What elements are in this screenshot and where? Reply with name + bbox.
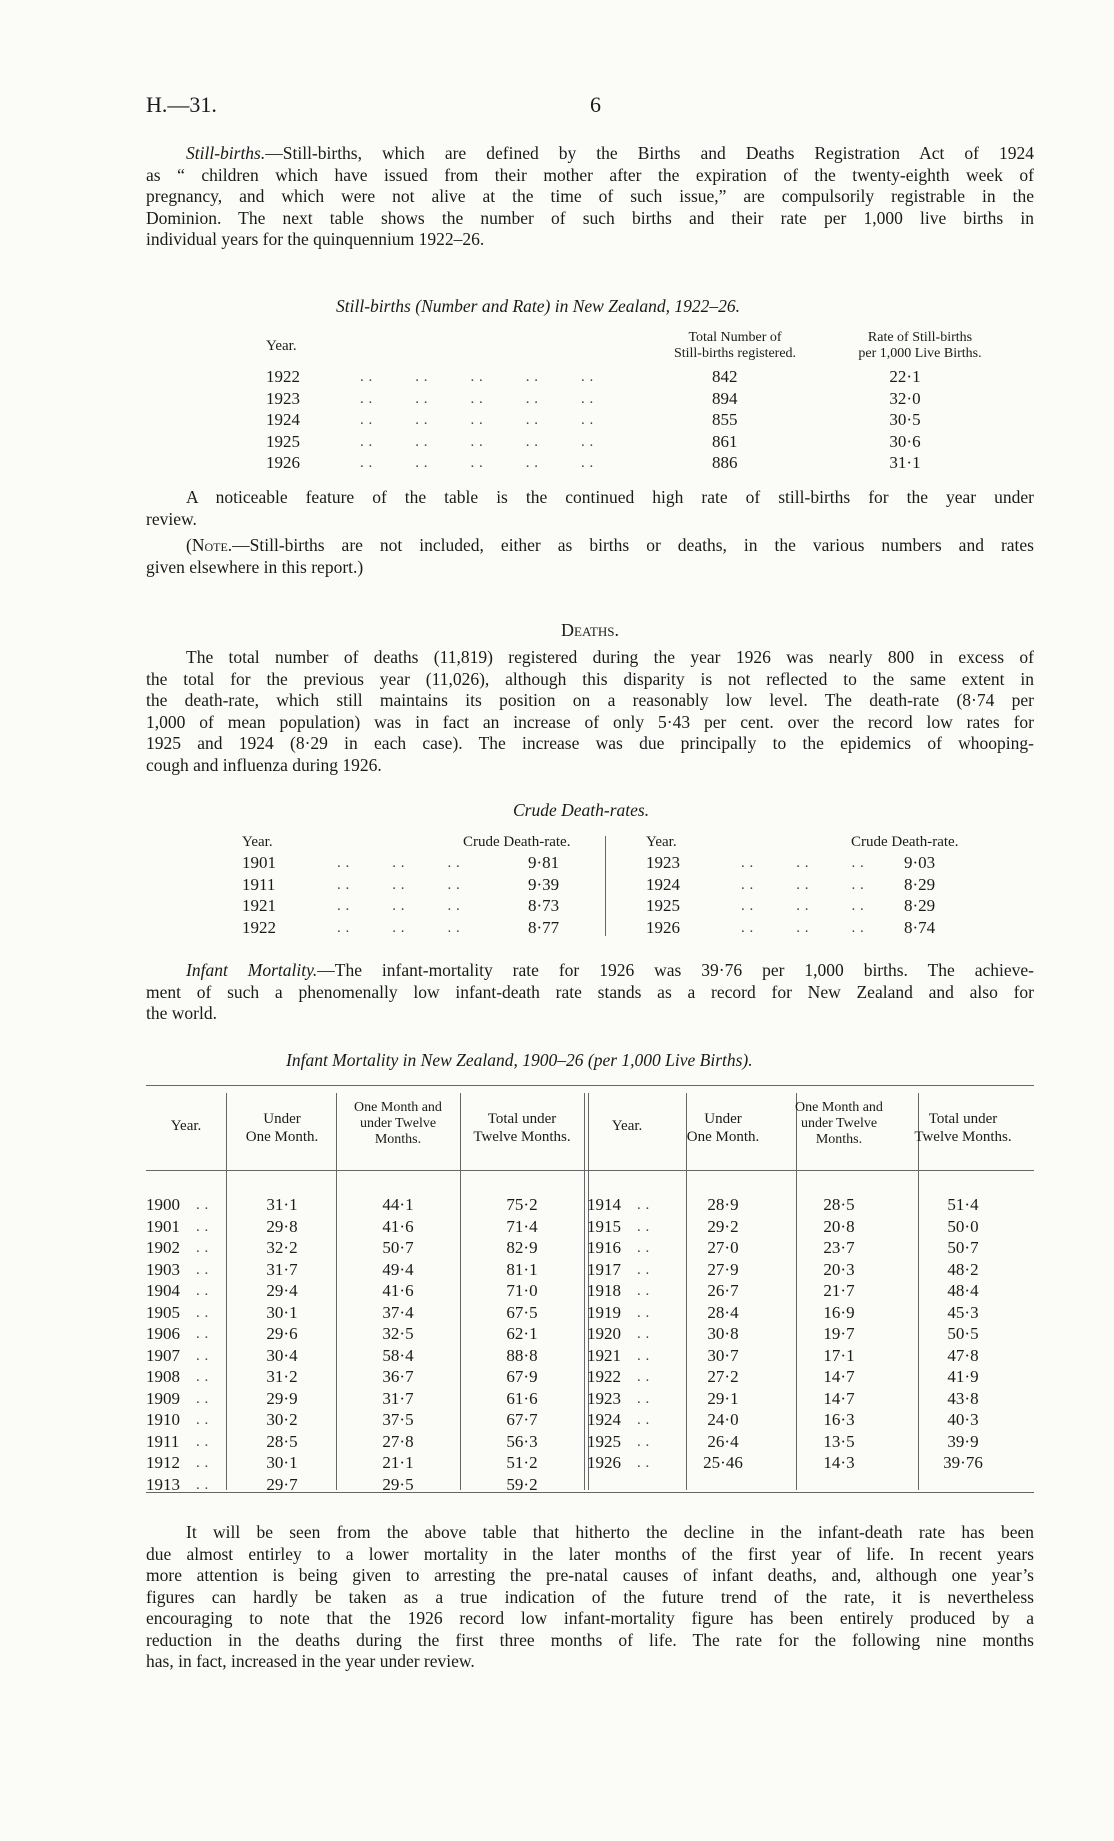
stillbirths-total-cell: 886 — [712, 453, 738, 472]
crude-rate-cell: 8·74 — [904, 917, 936, 937]
infant-total-cell: 67·7 — [506, 1410, 538, 1429]
infant-year-cell: 1926 — [587, 1453, 621, 1472]
text-line: has, in fact, increased in the year under review. — [146, 1651, 475, 1671]
leader-dots: . . — [637, 1218, 650, 1235]
infant-one-to-twelve-cell: 16·3 — [823, 1410, 855, 1429]
infant-one-to-twelve-cell: 17·1 — [823, 1345, 855, 1365]
infant-year-cell: 1900 — [146, 1195, 180, 1214]
infant-under-month-cell: 25·46 — [703, 1453, 743, 1472]
leader-dots: . . — [196, 1261, 209, 1278]
infant-one-to-twelve-cell: 37·4 — [382, 1302, 414, 1322]
infant-one-to-twelve-cell: 58·4 — [382, 1345, 414, 1365]
crude-year-cell: 1926 — [646, 917, 680, 937]
infant-one-to-twelve-cell: 50·7 — [382, 1238, 414, 1257]
infant-one-to-twelve-cell: 44·1 — [382, 1195, 414, 1214]
stillbirths-year-cell: 1926 — [266, 453, 300, 472]
infant-under-month-cell: 24·0 — [707, 1410, 739, 1429]
header-line: Under — [263, 1111, 301, 1127]
infant-total-cell: 81·1 — [506, 1259, 538, 1279]
infant-year-cell: 1902 — [146, 1238, 180, 1257]
infant-paragraph — [146, 960, 1034, 1025]
crude-rate-cell: 9·81 — [528, 853, 560, 872]
infant-one-to-twelve-cell: 19·7 — [823, 1324, 855, 1343]
note-label: Note. — [191, 535, 233, 555]
header-line: under Twelve — [359, 1116, 437, 1131]
text-line: cough and influenza during 1926. — [146, 754, 382, 775]
infant-one-to-twelve-cell: 13·5 — [823, 1431, 855, 1451]
infant-under-month-cell: 26·7 — [707, 1281, 739, 1300]
infant-total-cell: 48·2 — [947, 1259, 979, 1279]
infant-under-month-cell: 29·8 — [266, 1216, 298, 1236]
leader-dots: . . . . . . . . . . — [360, 369, 594, 385]
infant-under-month-cell: 29·6 — [266, 1324, 298, 1343]
crude-col-year-left: Year. — [242, 834, 273, 850]
leader-dots: . . . . . . — [337, 876, 461, 893]
leader-dots: . . — [637, 1347, 650, 1364]
stillbirths-total-cell: 842 — [712, 367, 738, 386]
infant-one-to-twelve-cell: 36·7 — [382, 1367, 414, 1386]
leader-dots: . . — [196, 1283, 209, 1299]
infant-total-cell: 88·8 — [506, 1345, 538, 1365]
infant-year-cell: 1921 — [587, 1345, 621, 1365]
infant-year-cell: 1904 — [146, 1281, 180, 1300]
header-line: Total Number of — [688, 330, 782, 345]
leader-dots: . . — [196, 1304, 209, 1321]
header-line: under Twelve — [800, 1116, 878, 1131]
page-number: 6 — [590, 92, 601, 117]
infant-under-month-cell: 27·0 — [707, 1238, 739, 1257]
stillbirths-year-cell: 1922 — [266, 367, 300, 386]
leader-dots: . . . . . . — [741, 919, 865, 936]
infant-one-to-twelve-cell: 41·6 — [382, 1281, 414, 1300]
leader-dots: . . . . . . . . . . — [360, 455, 594, 471]
leader-dots: . . . . . . — [337, 855, 461, 871]
infant-one-to-twelve-cell: 29·5 — [382, 1474, 414, 1494]
stillbirths-total-cell: 855 — [712, 410, 738, 429]
infant-total-cell: 50·0 — [947, 1216, 979, 1236]
infant-one-to-twelve-cell: 21·7 — [823, 1281, 855, 1300]
infant-col-total-left — [460, 1110, 584, 1146]
stillbirths-col-total — [650, 330, 820, 362]
header-line: Total under — [487, 1111, 557, 1127]
deaths-heading: Deaths. — [561, 620, 619, 640]
infant-col-one-to-twelve-right — [777, 1100, 901, 1148]
header-line: One Month. — [686, 1129, 760, 1145]
infant-one-to-twelve-cell: 16·9 — [823, 1302, 855, 1322]
text-line: —Still-births, which are defined by the Births and Deaths Registration Act of 1924 — [265, 143, 1034, 163]
text-line: It will be seen from the above table that hitherto the decline in the infant-death rate has been — [186, 1522, 1034, 1542]
infant-total-cell: 56·3 — [506, 1431, 538, 1451]
text-line: A noticeable feature of the table is the continued high rate of still-births for the year under — [186, 487, 1034, 507]
infant-year-cell: 1916 — [587, 1238, 621, 1257]
infant-total-cell: 71·4 — [506, 1216, 538, 1236]
stillbirths-paragraph — [146, 143, 1034, 251]
leader-dots: . . — [637, 1455, 650, 1471]
infant-table-caption: Infant Mortality in New Zealand, 1900–26 (per 1,000 Live Births). — [286, 1050, 753, 1070]
header-line: Twelve Months. — [473, 1129, 571, 1145]
table-column-rule — [584, 1093, 585, 1490]
leader-dots: . . — [637, 1369, 650, 1385]
infant-under-month-cell: 30·7 — [707, 1345, 739, 1365]
infant-year-cell: 1915 — [587, 1216, 621, 1236]
text-line: more attention is being given to arresting the pre-natal causes of infant deaths, and, although one year’s — [146, 1565, 1034, 1585]
infant-under-month-cell: 26·4 — [707, 1431, 739, 1451]
text-line: encouraging to note that the 1926 record low infant-mortality figure has been entirely produced by a — [146, 1608, 1034, 1628]
text-line: review. — [146, 508, 197, 529]
infant-year-cell: 1906 — [146, 1324, 180, 1343]
stillbirths-table-caption: Still-births (Number and Rate) in New Zealand, 1922–26. — [336, 296, 740, 316]
leader-dots: . . — [637, 1390, 650, 1407]
header-line: Twelve Months. — [914, 1129, 1012, 1145]
infant-col-under-month-right — [669, 1110, 777, 1146]
infant-under-month-cell: 27·2 — [707, 1367, 739, 1386]
crude-rate-cell: 8·73 — [528, 896, 560, 915]
infant-under-month-cell: 31·7 — [266, 1259, 298, 1279]
infant-under-month-cell: 29·7 — [266, 1474, 298, 1494]
leader-dots: . . — [637, 1261, 650, 1278]
leader-dots: . . — [637, 1283, 650, 1299]
infant-total-cell: 48·4 — [947, 1281, 979, 1300]
infant-one-to-twelve-cell: 49·4 — [382, 1259, 414, 1279]
feature-paragraph — [146, 487, 1034, 530]
infant-one-to-twelve-cell: 41·6 — [382, 1216, 414, 1236]
stillbirths-rate-cell: 30·6 — [889, 431, 921, 451]
header-line: Total under — [928, 1111, 998, 1127]
infant-year-cell: 1918 — [587, 1281, 621, 1300]
infant-total-cell: 61·6 — [506, 1388, 538, 1408]
infant-year-cell: 1925 — [587, 1431, 621, 1451]
infant-year-cell: 1922 — [587, 1367, 621, 1386]
infant-year-cell: 1919 — [587, 1302, 621, 1322]
stillbirths-rate-cell: 31·1 — [889, 453, 921, 472]
stillbirths-year-cell: 1924 — [266, 410, 300, 429]
infant-under-month-cell: 28·5 — [266, 1431, 298, 1451]
infant-total-cell: 62·1 — [506, 1324, 538, 1343]
leader-dots: . . — [637, 1326, 650, 1342]
leader-dots: . . — [196, 1412, 209, 1428]
infant-one-to-twelve-cell: 14·7 — [823, 1388, 855, 1408]
infant-under-month-cell: 28·4 — [707, 1302, 739, 1322]
header-line: per 1,000 Live Births. — [858, 346, 982, 361]
infant-total-cell: 47·8 — [947, 1345, 979, 1365]
crude-rate-cell: 9·03 — [904, 853, 936, 872]
leader-dots: . . — [196, 1476, 209, 1493]
leader-dots: . . . . . . . . . . — [360, 412, 594, 428]
document-reference: H.—31. — [146, 92, 217, 117]
crude-year-cell: 1925 — [646, 896, 680, 915]
infant-year-cell: 1905 — [146, 1302, 180, 1322]
table-column-rule — [226, 1093, 227, 1490]
infant-total-cell: 75·2 — [506, 1195, 538, 1214]
leader-dots: . . — [637, 1412, 650, 1428]
infant-under-month-cell: 29·1 — [707, 1388, 739, 1408]
stillbirths-total-cell: 894 — [712, 388, 738, 408]
infant-col-year-right: Year. — [611, 1118, 643, 1134]
text-line: due almost entirley to a lower mortality in the later months of the first year of life. In recent years — [146, 1543, 1034, 1564]
leader-dots: . . — [637, 1433, 650, 1450]
infant-one-to-twelve-cell: 14·3 — [823, 1453, 855, 1472]
crude-year-cell: 1901 — [242, 853, 276, 872]
leader-dots: . . — [196, 1390, 209, 1407]
infant-under-month-cell: 30·4 — [266, 1345, 298, 1365]
infant-col-year-left: Year. — [170, 1118, 202, 1134]
closing-paragraph — [146, 1522, 1034, 1673]
infant-total-cell: 59·2 — [506, 1474, 538, 1494]
leader-dots: . . — [196, 1218, 209, 1235]
crude-rate-cell: 8·29 — [904, 896, 936, 915]
crude-col-rate-right: Crude Death-rate. — [851, 834, 959, 850]
infant-under-month-cell: 31·2 — [266, 1367, 298, 1386]
text-line: Dominion. The next table shows the number of such births and their rate per 1,000 live births in — [146, 207, 1034, 228]
infant-under-month-cell: 30·2 — [266, 1410, 298, 1429]
infant-under-month-cell: 28·9 — [707, 1195, 739, 1214]
crude-col-year-right: Year. — [646, 834, 677, 850]
text-line: individual years for the quinquennium 1922–26. — [146, 229, 485, 249]
infant-col-one-to-twelve-left — [336, 1100, 460, 1148]
text-line: the total for the previous year (11,026), although this disparity is not reflected to the same extent in — [146, 668, 1034, 689]
infant-under-month-cell: 29·4 — [266, 1281, 298, 1300]
crude-year-cell: 1921 — [242, 896, 276, 915]
infant-one-to-twelve-cell: 32·5 — [382, 1324, 414, 1343]
header-line: One Month and — [795, 1100, 883, 1115]
infant-year-cell: 1908 — [146, 1367, 180, 1386]
stillbirths-rate-cell: 30·5 — [889, 410, 921, 429]
text-line: —Still-births are not included, either as births or deaths, in the various numbers and rates — [232, 535, 1034, 555]
header-line: One Month. — [245, 1129, 319, 1145]
infant-total-cell: 43·8 — [947, 1388, 979, 1408]
table-header-rule — [146, 1170, 1034, 1171]
infant-year-cell: 1909 — [146, 1388, 180, 1408]
leader-dots: . . — [196, 1347, 209, 1364]
infant-total-cell: 82·9 — [506, 1238, 538, 1257]
header-line: Months. — [815, 1132, 863, 1147]
text-line: The total number of deaths (11,819) registered during the year 1926 was nearly 800 in excess of — [186, 647, 1034, 667]
stillbirths-col-rate — [830, 330, 1010, 362]
infant-year-cell: 1923 — [587, 1388, 621, 1408]
infant-total-cell: 50·7 — [947, 1238, 979, 1257]
leader-dots: . . . . . . — [741, 876, 865, 893]
leader-dots: . . — [196, 1326, 209, 1342]
infant-total-cell: 51·2 — [506, 1453, 538, 1472]
leader-dots: . . . . . . — [337, 898, 461, 914]
infant-year-cell: 1911 — [146, 1431, 180, 1451]
infant-total-cell: 41·9 — [947, 1367, 979, 1386]
leader-dots: . . . . . . . . . . — [360, 433, 594, 450]
leader-dots: . . — [637, 1304, 650, 1321]
infant-year-cell: 1903 — [146, 1259, 180, 1279]
infant-under-month-cell: 29·9 — [266, 1388, 298, 1408]
infant-col-under-month-left — [228, 1110, 336, 1146]
header-line: Under — [704, 1111, 742, 1127]
crude-year-cell: 1923 — [646, 853, 680, 872]
crude-year-cell: 1922 — [242, 917, 276, 937]
infant-one-to-twelve-cell: 28·5 — [823, 1195, 855, 1214]
infant-year-cell: 1907 — [146, 1345, 180, 1365]
infant-year-cell: 1913 — [146, 1474, 180, 1494]
infant-one-to-twelve-cell: 31·7 — [382, 1388, 414, 1408]
infant-year-cell: 1912 — [146, 1453, 180, 1472]
infant-total-cell: 45·3 — [947, 1302, 979, 1322]
infant-year-cell: 1914 — [587, 1195, 621, 1214]
leader-dots: . . — [637, 1197, 650, 1213]
infant-total-cell: 39·9 — [947, 1431, 979, 1451]
infant-one-to-twelve-cell: 14·7 — [823, 1367, 855, 1386]
text-line: the world. — [146, 1003, 217, 1023]
stillbirths-col-year: Year. — [266, 338, 297, 354]
leader-dots: . . — [196, 1197, 209, 1213]
leader-dots: . . . . . . — [741, 855, 865, 871]
infant-year-cell: 1924 — [587, 1410, 621, 1429]
infant-one-to-twelve-cell: 21·1 — [382, 1453, 414, 1472]
infant-under-month-cell: 30·1 — [266, 1453, 298, 1472]
crude-rate-cell: 9·39 — [528, 874, 560, 894]
infant-total-cell: 67·9 — [506, 1367, 538, 1386]
stillbirths-year-cell: 1923 — [266, 388, 300, 408]
infant-year-cell: 1920 — [587, 1324, 621, 1343]
table-top-rule — [146, 1085, 1034, 1086]
leader-dots: . . — [196, 1369, 209, 1385]
infant-under-month-cell: 27·9 — [707, 1259, 739, 1279]
infant-total-cell: 51·4 — [947, 1195, 979, 1214]
text-line: 1925 and 1924 (8·29 in each case). The increase was due principally to the epidemics of whooping- — [146, 733, 1034, 753]
note-paragraph: (Note.—Still-births are not included, either as births or deaths, in the various numbers and rates given elsewhere in this report.) — [146, 535, 1034, 577]
crude-divider — [605, 836, 606, 936]
infant-year-cell: 1901 — [146, 1216, 180, 1236]
stillbirths-lead: Still-births. — [186, 143, 266, 163]
stillbirths-year-cell: 1925 — [266, 431, 300, 451]
leader-dots: . . . . . . — [337, 919, 461, 936]
infant-one-to-twelve-cell: 20·8 — [823, 1216, 855, 1236]
text-line: —The infant-mortality rate for 1926 was 39·76 per 1,000 births. The achieve- — [317, 960, 1034, 980]
infant-total-cell: 39·76 — [943, 1453, 983, 1472]
infant-one-to-twelve-cell: 23·7 — [823, 1238, 855, 1257]
text-line: as “ children which have issued from their mother after the expiration of the twenty-eighth week of — [146, 164, 1034, 185]
stillbirths-rate-cell: 32·0 — [889, 388, 921, 408]
text-line: the death-rate, which still maintains its position on a reasonably low level. The death-rate (8·74 per — [146, 690, 1034, 710]
infant-total-cell: 71·0 — [506, 1281, 538, 1300]
infant-under-month-cell: 32·2 — [266, 1238, 298, 1257]
infant-col-total-right — [901, 1110, 1025, 1146]
infant-one-to-twelve-cell: 37·5 — [382, 1410, 414, 1429]
text-line: 1,000 of mean population) was in fact an increase of only 5·43 per cent. over the record low rates for — [146, 711, 1034, 732]
crude-table-caption: Crude Death-rates. — [513, 800, 650, 820]
text-line: figures can hardly be taken as a true indication of the future trend of the rate, it is nevertheless — [146, 1586, 1034, 1607]
stillbirths-rate-cell: 22·1 — [889, 367, 921, 386]
crude-year-cell: 1924 — [646, 874, 680, 894]
infant-one-to-twelve-cell: 20·3 — [823, 1259, 855, 1279]
header-line: Rate of Still-births — [867, 330, 973, 345]
text-line: ment of such a phenomenally low infant-death rate stands as a record for New Zealand and also for — [146, 981, 1034, 1002]
infant-under-month-cell: 29·2 — [707, 1216, 739, 1236]
deaths-paragraph — [146, 647, 1034, 776]
crude-col-rate-left: Crude Death-rate. — [463, 834, 571, 850]
infant-total-cell: 67·5 — [506, 1302, 538, 1322]
leader-dots: . . . . . . . . . . — [360, 390, 594, 407]
crude-year-cell: 1911 — [242, 874, 276, 894]
leader-dots: . . — [637, 1240, 650, 1256]
infant-year-cell: 1910 — [146, 1410, 180, 1429]
header-line: Still-births registered. — [673, 346, 797, 361]
infant-total-cell: 40·3 — [947, 1410, 979, 1429]
infant-under-month-cell: 30·1 — [266, 1302, 298, 1322]
text-line: given elsewhere in this report.) — [146, 556, 364, 577]
infant-lead: Infant Mortality. — [186, 960, 318, 980]
leader-dots: . . — [196, 1433, 209, 1450]
stillbirths-total-cell: 861 — [712, 431, 738, 451]
leader-dots: . . — [196, 1240, 209, 1256]
infant-one-to-twelve-cell: 27·8 — [382, 1431, 414, 1451]
text-line: reduction in the deaths during the first three months of life. The rate for the following nine months — [146, 1629, 1034, 1650]
infant-under-month-cell: 31·1 — [266, 1195, 298, 1214]
text-line: pregnancy, and which were not alive at the time of such issue,” are compulsorily registrable in the — [146, 186, 1034, 206]
infant-total-cell: 50·5 — [947, 1324, 979, 1343]
leader-dots: . . . . . . — [741, 898, 865, 914]
infant-year-cell: 1917 — [587, 1259, 621, 1279]
header-line: One Month and — [354, 1100, 442, 1115]
header-line: Months. — [374, 1132, 422, 1147]
crude-rate-cell: 8·77 — [528, 917, 560, 937]
infant-under-month-cell: 30·8 — [707, 1324, 739, 1343]
crude-rate-cell: 8·29 — [904, 874, 936, 894]
leader-dots: . . — [196, 1455, 209, 1471]
